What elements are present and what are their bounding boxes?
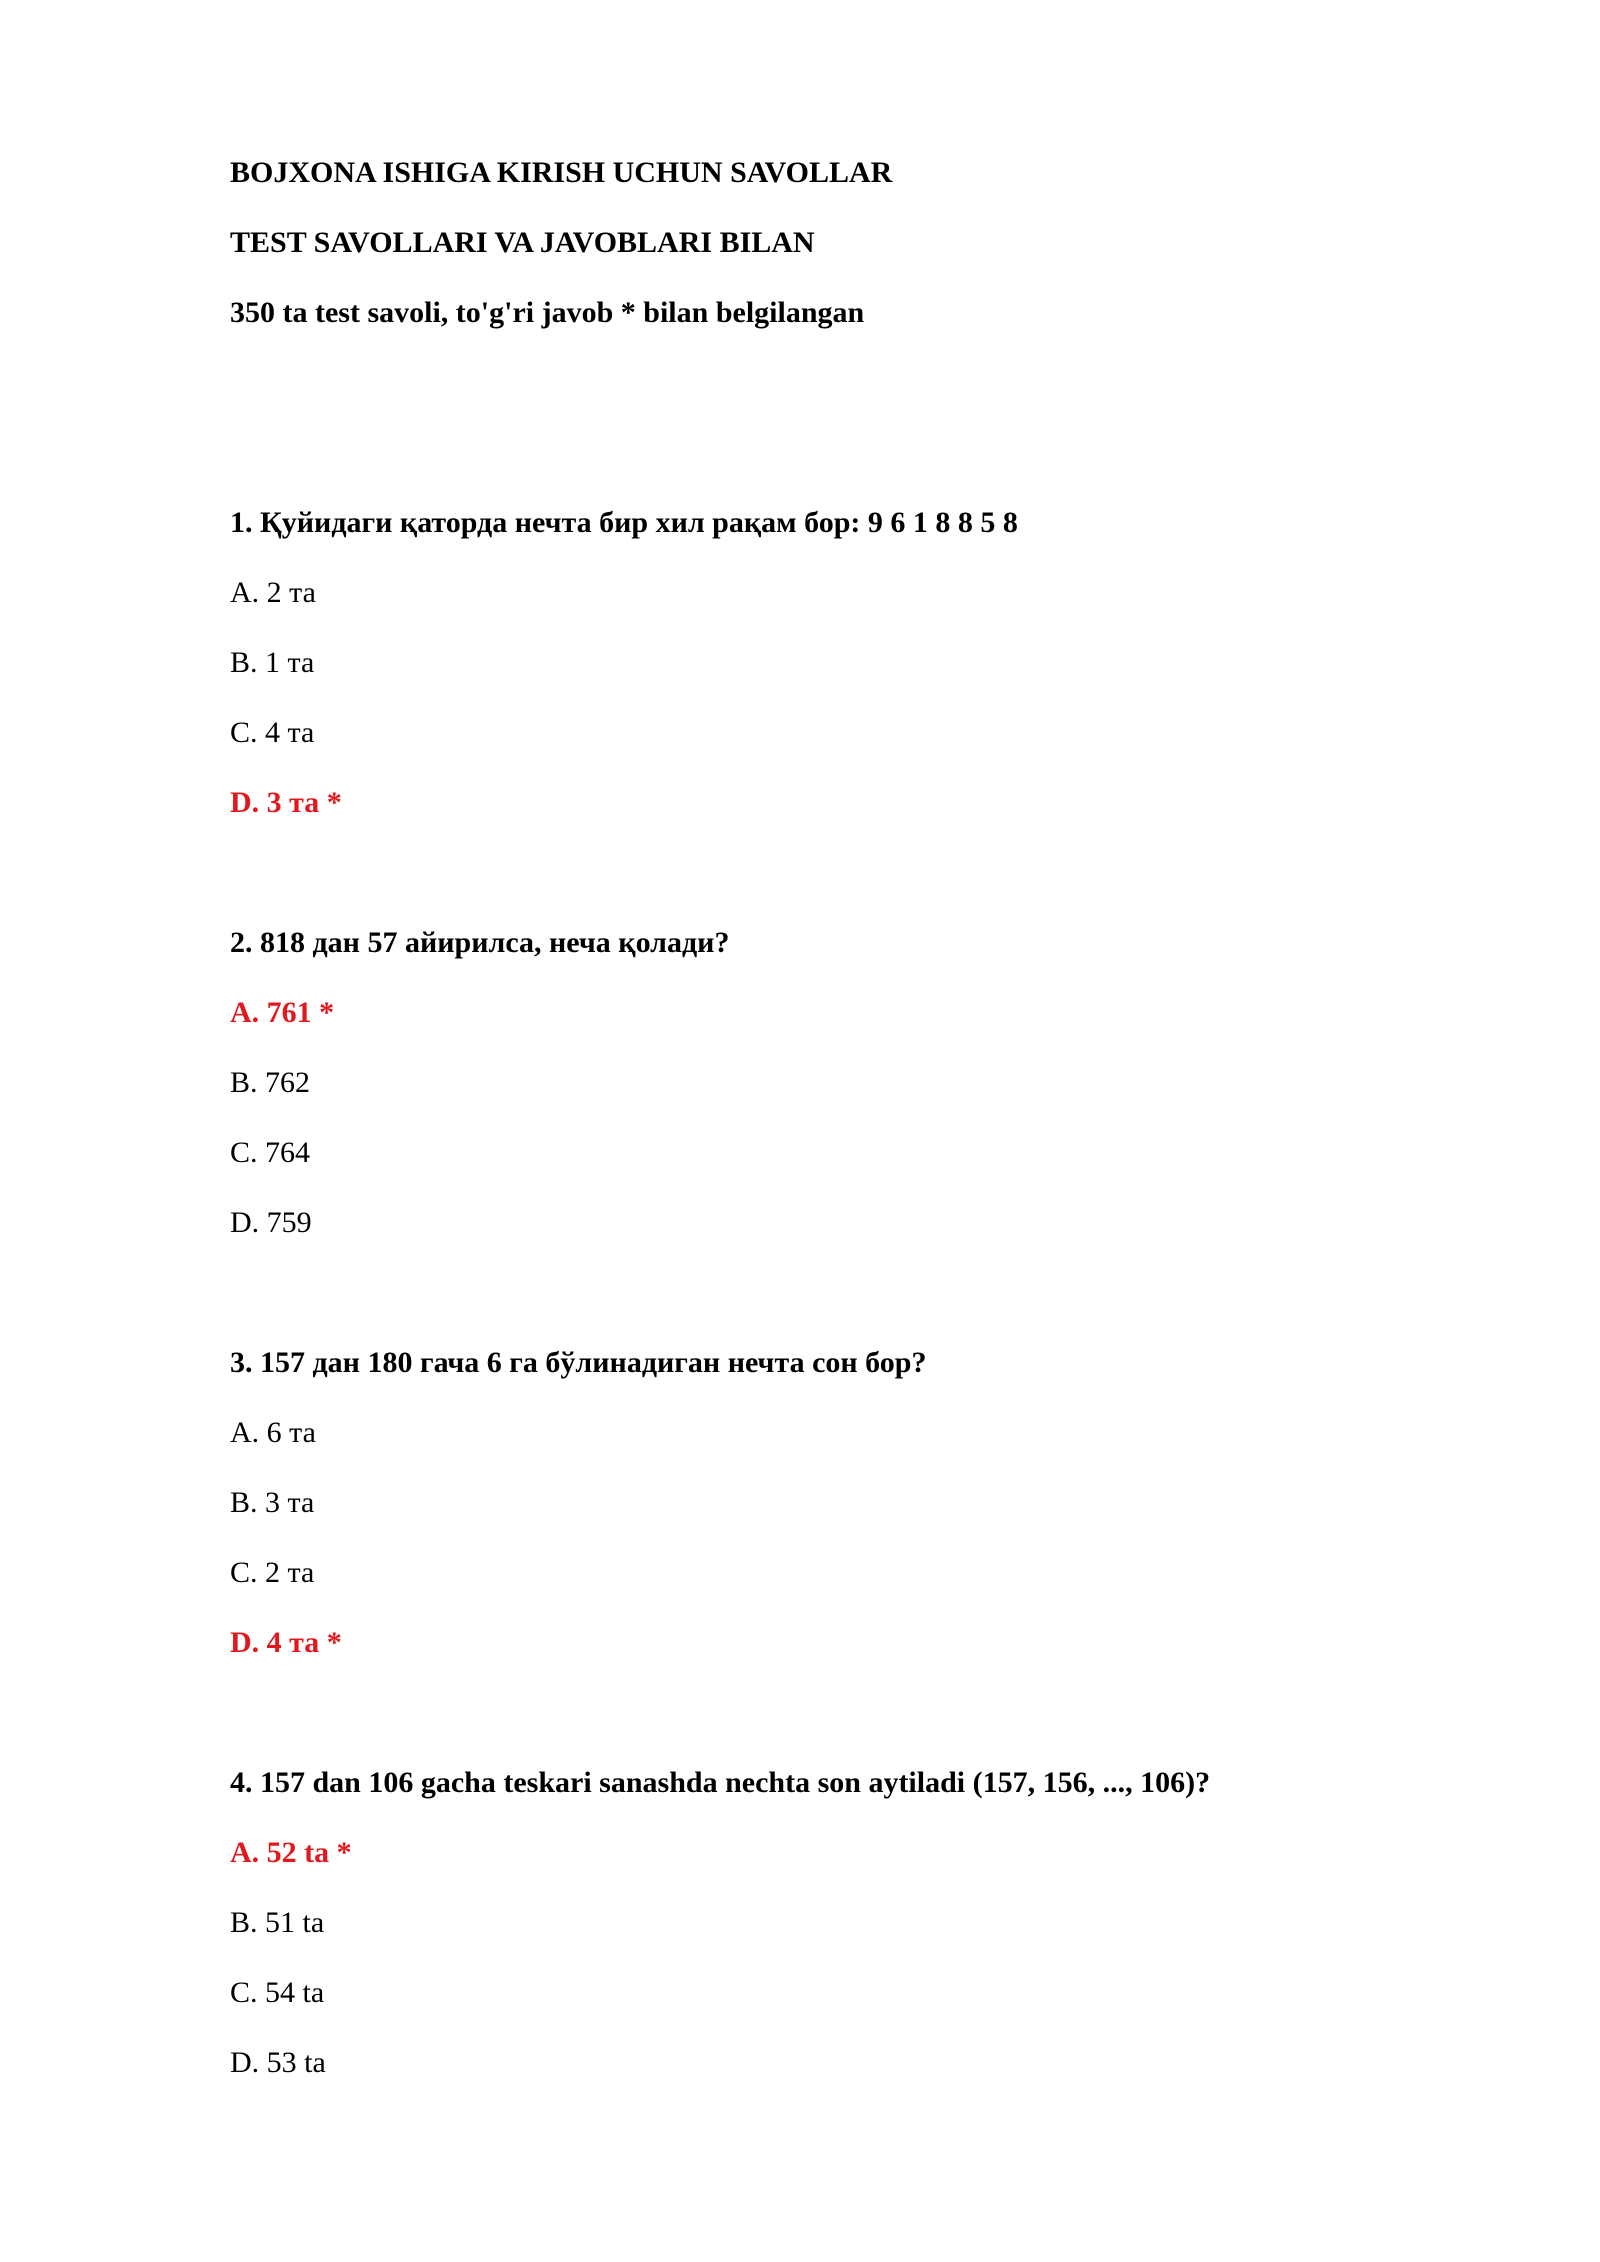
question-3-option-b: B. 3 та xyxy=(230,1486,315,1519)
question-2-option-b: B. 762 xyxy=(230,1066,311,1099)
document-subtitle: TEST SAVOLLARI VA JAVOBLARI BILAN xyxy=(230,226,815,259)
question-4-option-b: B. 51 ta xyxy=(230,1906,325,1939)
question-3-option-c: C. 2 та xyxy=(230,1556,315,1589)
question-1-option-d-correct: D. 3 та * xyxy=(230,786,342,819)
question-1-option-c: C. 4 та xyxy=(230,716,315,749)
question-4-option-a-correct: A. 52 ta * xyxy=(230,1836,352,1869)
question-3-option-a: A. 6 та xyxy=(230,1416,316,1449)
question-1-option-b: B. 1 та xyxy=(230,646,315,679)
document-note: 350 ta test savoli, to'g'ri javob * bilan belgilangan xyxy=(230,296,865,329)
question-2-option-c: C. 764 xyxy=(230,1136,311,1169)
question-4-text: 4. 157 dan 106 gacha teskari sanashda nechta son aytiladi (157, 156, ..., 106)? xyxy=(230,1766,1211,1799)
question-2-option-a-correct: A. 761 * xyxy=(230,996,335,1029)
question-2-option-d: D. 759 xyxy=(230,1206,312,1239)
question-1-option-a: A. 2 та xyxy=(230,576,316,609)
question-4-option-d: D. 53 ta xyxy=(230,2046,326,2079)
question-2-text: 2. 818 дан 57 айирилса, неча қолади? xyxy=(230,926,730,959)
question-3-text: 3. 157 дан 180 гача 6 га бўлинадиган нечта сон бор? xyxy=(230,1346,927,1379)
question-4-option-c: C. 54 ta xyxy=(230,1976,325,2009)
question-1-text: 1. Қуйидаги қаторда нечта бир хил рақам бор: 9 6 1 8 8 5 8 xyxy=(230,506,1018,539)
question-3-option-d-correct: D. 4 та * xyxy=(230,1626,342,1659)
document-title: BOJXONA ISHIGA KIRISH UCHUN SAVOLLAR xyxy=(230,156,893,189)
